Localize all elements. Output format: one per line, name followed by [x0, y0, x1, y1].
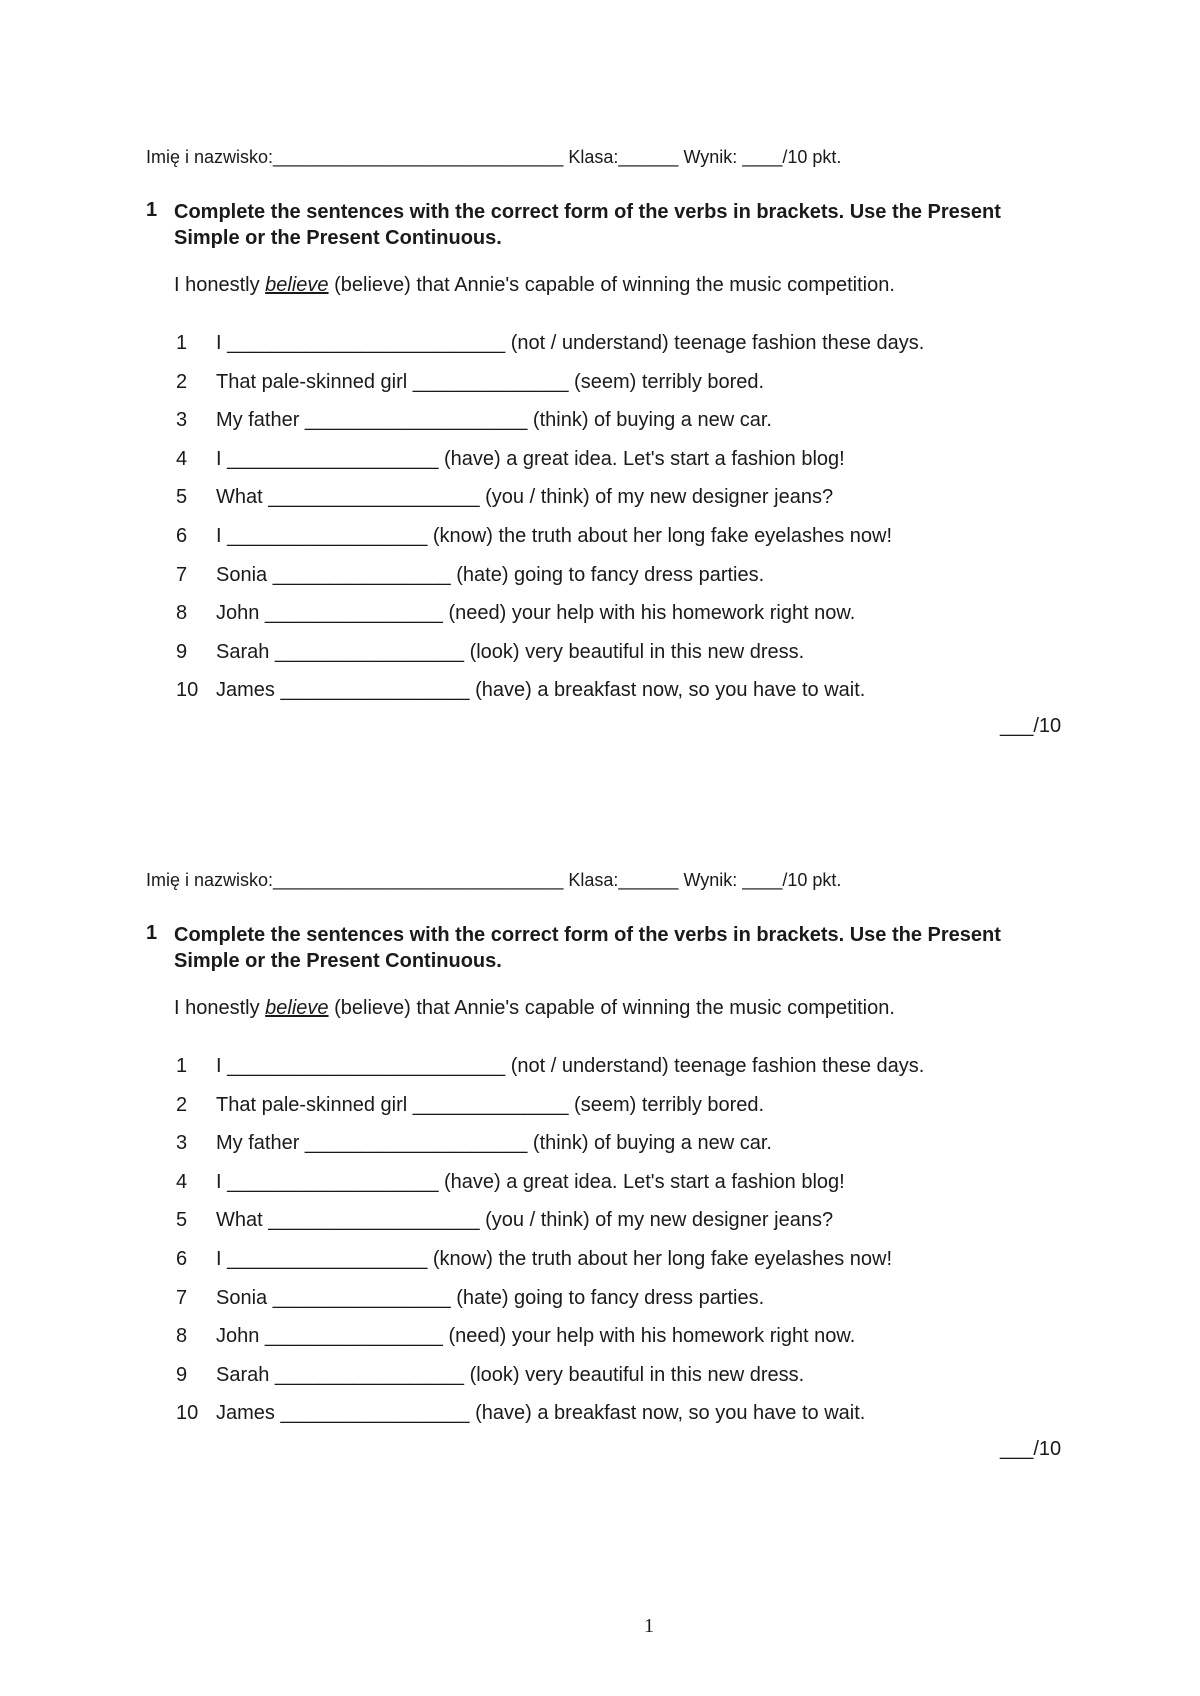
example-before: I honestly	[174, 274, 266, 296]
item-text: Sonia ________________ (hate) going to fancy dress parties.	[216, 1286, 765, 1309]
item-text: John ________________ (need) your help with his homework right now.	[216, 1325, 856, 1348]
exercise-item[interactable]	[176, 564, 764, 590]
item-number: 9	[176, 640, 188, 663]
item-number: 9	[176, 1363, 188, 1386]
exercise-item[interactable]	[176, 679, 865, 705]
item-text: What ___________________ (you / think) of my new designer jeans?	[216, 486, 834, 509]
exercise-item[interactable]	[176, 641, 804, 667]
worksheet-block-2	[0, 723, 1200, 1460]
item-text: James _________________ (have) a breakfast now, so you have to wait.	[216, 679, 866, 702]
exercise-item[interactable]	[176, 1171, 845, 1197]
item-number: 8	[176, 1325, 188, 1348]
item-text: Sarah _________________ (look) very beautiful in this new dress.	[216, 640, 805, 663]
item-number: 10	[176, 1402, 199, 1425]
item-number: 6	[176, 525, 188, 547]
item-number: 1	[176, 1055, 188, 1077]
example-sentence	[174, 274, 895, 297]
student-info-header: Imię i nazwisko:_____________________________ Klasa:______ Wynik: ____/10 pkt.	[146, 870, 842, 890]
worksheet-block-1	[0, 0, 1200, 737]
task-number: 1	[146, 922, 158, 944]
item-text: That pale-skinned girl ______________ (seem) terribly bored.	[216, 1093, 765, 1116]
item-number: 2	[176, 370, 188, 393]
exercise-item[interactable]	[176, 448, 845, 474]
example-before: I honestly	[174, 997, 266, 1019]
item-number: 4	[176, 447, 188, 470]
task-number: 1	[146, 199, 158, 221]
exercise-item[interactable]	[176, 525, 892, 551]
exercise-item[interactable]	[176, 1132, 772, 1158]
item-number: 7	[176, 563, 188, 586]
item-number: 5	[176, 486, 188, 509]
exercise-item[interactable]	[176, 1402, 865, 1428]
exercise-item[interactable]	[176, 1325, 855, 1351]
task-text: Complete the sentences with the correct form of the verbs in brackets. Use the Present Simple or the Present Continuous.	[174, 201, 1001, 249]
item-text: I _________________________ (not / understand) teenage fashion these days.	[216, 1055, 925, 1077]
item-text: I ___________________ (have) a great idea. Let's start a fashion blog!	[216, 447, 845, 470]
score-box: ___/10	[1000, 1438, 1062, 1460]
item-text: Sarah _________________ (look) very beautiful in this new dress.	[216, 1363, 805, 1386]
score-box: ___/10	[1000, 715, 1062, 737]
exercise-item[interactable]	[176, 602, 855, 628]
item-text: My father ____________________ (think) of buying a new car.	[216, 1132, 772, 1155]
example-after: (believe) that Annie's capable of winning the music competition.	[328, 997, 895, 1019]
item-text: John ________________ (need) your help with his homework right now.	[216, 602, 856, 625]
exercise-item[interactable]	[176, 332, 924, 358]
exercise-item[interactable]	[176, 371, 764, 397]
item-number: 4	[176, 1170, 188, 1193]
example-after: (believe) that Annie's capable of winning the music competition.	[328, 274, 895, 296]
exercise-item[interactable]	[176, 409, 772, 435]
exercise-item[interactable]	[176, 1209, 833, 1235]
exercise-item[interactable]	[176, 1094, 764, 1120]
exercise-item[interactable]	[176, 1055, 924, 1081]
item-number: 3	[176, 1132, 188, 1155]
item-number: 1	[176, 332, 188, 354]
item-text: James _________________ (have) a breakfast now, so you have to wait.	[216, 1402, 866, 1425]
item-text: My father ____________________ (think) of buying a new car.	[216, 409, 772, 432]
item-number: 6	[176, 1248, 188, 1270]
exercise-item[interactable]	[176, 1248, 892, 1274]
example-answer: believe	[265, 997, 329, 1019]
item-text: I __________________ (know) the truth about her long fake eyelashes now!	[216, 525, 893, 547]
item-number: 7	[176, 1286, 188, 1309]
item-number: 10	[176, 679, 199, 702]
item-text: That pale-skinned girl ______________ (seem) terribly bored.	[216, 370, 765, 393]
page-number: 1	[644, 1615, 654, 1637]
exercise-item[interactable]	[176, 486, 833, 512]
item-text: I ___________________ (have) a great idea. Let's start a fashion blog!	[216, 1170, 845, 1193]
exercise-item[interactable]	[176, 1287, 764, 1313]
item-number: 5	[176, 1209, 188, 1232]
task-text: Complete the sentences with the correct form of the verbs in brackets. Use the Present Simple or the Present Continuous.	[174, 924, 1001, 972]
exercise-item[interactable]	[176, 1364, 804, 1390]
item-number: 8	[176, 602, 188, 625]
student-info-header: Imię i nazwisko:_____________________________ Klasa:______ Wynik: ____/10 pkt.	[146, 147, 842, 167]
example-sentence	[174, 997, 895, 1020]
item-text: I __________________ (know) the truth about her long fake eyelashes now!	[216, 1248, 893, 1270]
item-number: 2	[176, 1093, 188, 1116]
item-text: Sonia ________________ (hate) going to fancy dress parties.	[216, 563, 765, 586]
example-answer: believe	[265, 274, 329, 296]
item-text: I _________________________ (not / understand) teenage fashion these days.	[216, 332, 925, 354]
item-text: What ___________________ (you / think) of my new designer jeans?	[216, 1209, 834, 1232]
item-number: 3	[176, 409, 188, 432]
